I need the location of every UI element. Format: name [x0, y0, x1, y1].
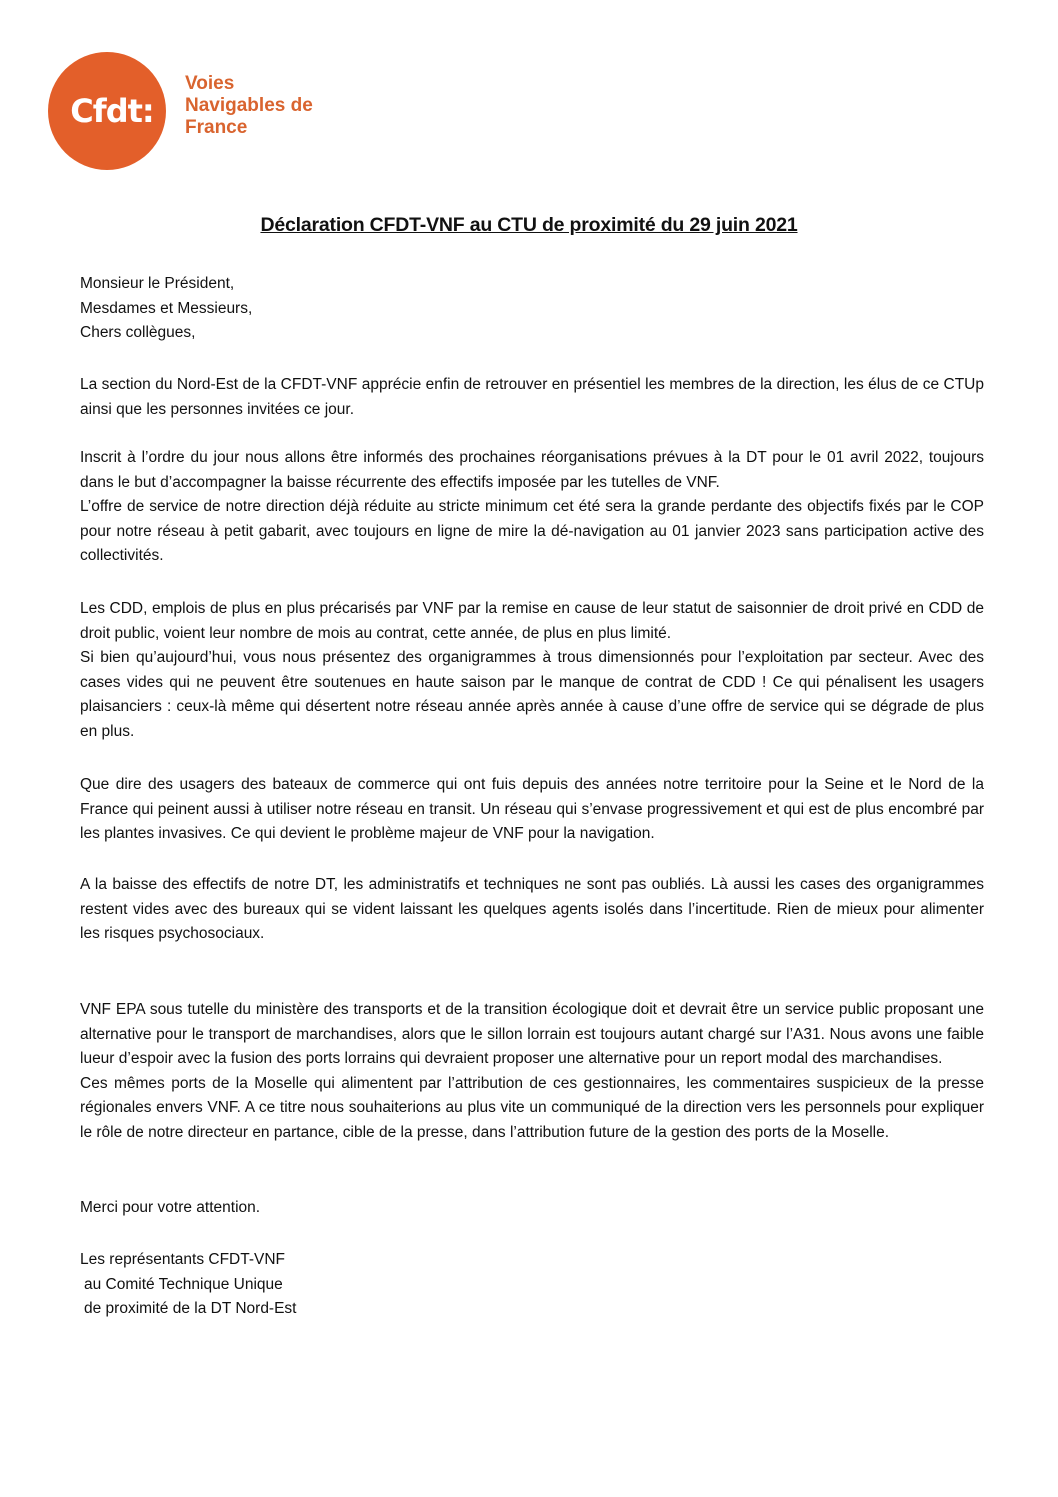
cfdt-logo: [48, 52, 166, 170]
brand-line: Navigables de: [185, 95, 313, 116]
paragraph-vnf-epa: [80, 998, 984, 1145]
signature-line: au Comité Technique Unique: [84, 1275, 283, 1293]
paragraph-reorganisation: [80, 446, 984, 569]
signature: [80, 1248, 984, 1322]
brand-line: France: [185, 117, 248, 138]
closing: [80, 1196, 984, 1221]
brand-name: [185, 73, 313, 139]
signature-line: Les représentants CFDT-VNF: [80, 1251, 286, 1268]
paragraph-text: Ces mêmes ports de la Moselle qui alimentent par l’attribution de ces gestionnaires, les commentaires suspicieux de la presse régionales envers VNF. A ce titre nous souhaiterions au plus vite un communiqué de la direction vers les personnels pour expliquer le rôle de notre directeur en partance, cible de la presse, dans l’attribution future de la gestion des ports de la Moselle.: [80, 1074, 984, 1141]
paragraph-effectifs: [80, 873, 984, 947]
paragraph-cdd: [80, 597, 984, 744]
closing-text: Merci pour votre attention.: [80, 1199, 261, 1216]
document-title: Déclaration CFDT-VNF au CTU de proximité du 29 juin 2021: [260, 214, 798, 236]
paragraph-text: La section du Nord-Est de la CFDT-VNF apprécie enfin de retrouver en présentiel les membres de la direction, les élus de ce CTUp ainsi que les personnes invitées ce jour.: [80, 376, 984, 418]
salutation-line: Chers collègues,: [80, 324, 196, 341]
paragraph-text: Les CDD, emplois de plus en plus précarisés par VNF par la remise en cause de leur statut de saisonnier de droit privé en CDD de droit public, voient leur nombre de mois au contrat, cette année, de plus en plus limité.: [80, 600, 984, 642]
salutation: [80, 272, 984, 346]
paragraph-commerce: [80, 773, 984, 847]
paragraph-text: A la baisse des effectifs de notre DT, les administratifs et techniques ne sont pas oubliés. Là aussi les cases des organigrammes restent vides avec des bureaux qui se vident laissant les quelques agents isolés dans l’incertitude. Rien de mieux pour alimenter les risques psychosociaux.: [80, 876, 984, 942]
salutation-line: Monsieur le Président,: [80, 275, 235, 292]
paragraph-text: Inscrit à l’ordre du jour nous allons être informés des prochaines réorganisations prévues à la DT pour le 01 avril 2022, toujours dans le but d’accompagner la baisse récurrente des effectifs imposée par les tutelles de VNF.: [80, 449, 984, 491]
signature-line: de proximité de la DT Nord-Est: [84, 1300, 297, 1317]
logo-text: Cfdt:: [70, 92, 154, 130]
brand-line: Voies: [185, 73, 235, 94]
paragraph-text: VNF EPA sous tutelle du ministère des transports et de la transition écologique doit et devrait être un service public proposant une alternative pour le transport de marchandises, alors que le sillon lorrain est toujours autant chargé sur l’A31. Nous avons une faible lueur d’espoir avec la fusion des ports lorrains qui devraient proposer une alternative pour un report modal des marchandises.: [80, 1001, 984, 1067]
salutation-line: Mesdames et Messieurs,: [80, 299, 253, 317]
paragraph-intro: [80, 373, 984, 422]
paragraph-text: Que dire des usagers des bateaux de commerce qui ont fuis depuis des années notre territoire pour la Seine et le Nord de la France qui peinent aussi à utiliser notre réseau en transit. Un réseau qui s’envase progressivement et qui est de plus encombré par les plantes invasives. Ce qui devient le problème majeur de VNF pour la navigation.: [80, 776, 984, 842]
paragraph-text: Si bien qu’aujourd’hui, vous nous présentez des organigrammes à trous dimensionnés pour l’exploitation par secteur. Avec des cases vides qui ne peuvent être soutenues en haute saison par le manque de contrat de CDD ! Ce qui pénalisent les usagers plaisanciers : ceux-là même qui désertent notre réseau année après année à cause d’une offre de service qui se dégrade de plus en plus.: [80, 649, 984, 740]
paragraph-text: L’offre de service de notre direction déjà réduite au stricte minimum cet été sera la grande perdante des objectifs fixés par le COP pour notre réseau à petit gabarit, avec toujours en ligne de mire la dé-navigation au 01 janvier 2023 sans participation active des collectivités.: [80, 498, 984, 564]
